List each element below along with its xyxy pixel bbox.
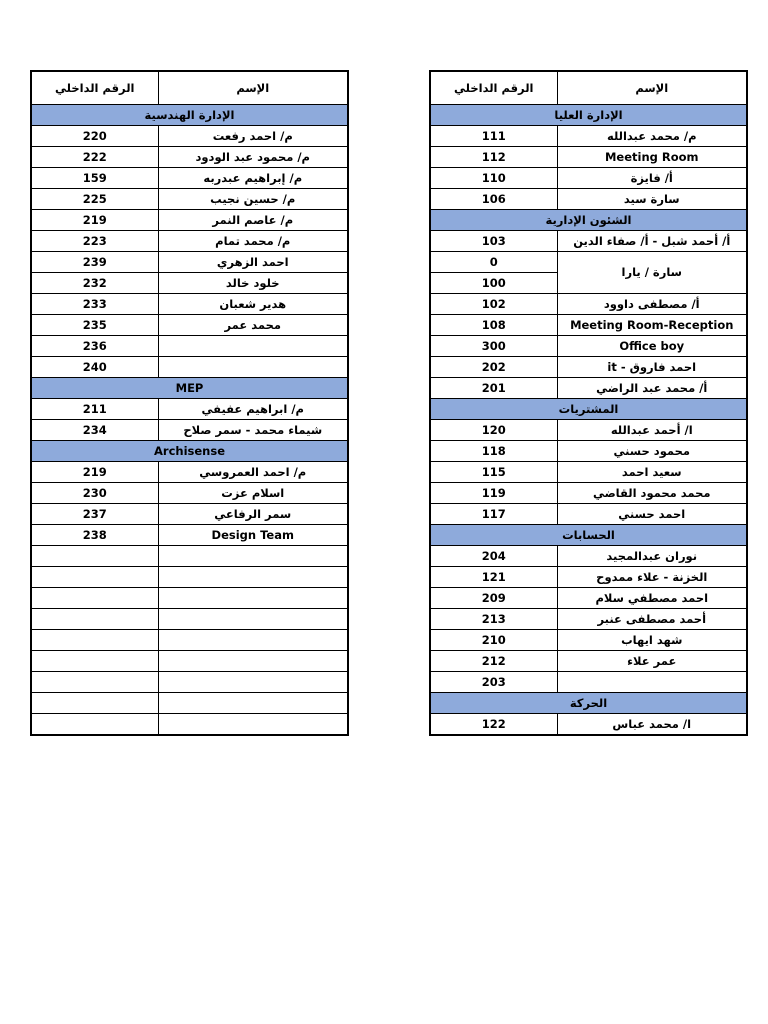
employee-name: Meeting Room-Reception: [557, 315, 747, 336]
table-row: [31, 273, 348, 294]
employee-name: احمد الزهري: [158, 252, 348, 273]
extension-number: 300: [430, 336, 557, 357]
employee-name: محمد عمر: [158, 315, 348, 336]
table-row: [31, 315, 348, 336]
section-title: الحسابات: [430, 525, 747, 546]
extension-number: 209: [430, 588, 557, 609]
employee-name: احمد فاروق - it: [557, 357, 747, 378]
table-row: [31, 525, 348, 546]
table-row: [31, 294, 348, 315]
employee-name: م/ محمد عبدالله: [557, 126, 747, 147]
extension-number: [31, 651, 158, 672]
employee-name: شهد ايهاب: [557, 630, 747, 651]
section-title: الشئون الإدارية: [430, 210, 747, 231]
employee-name: م/ محمد تمام: [158, 231, 348, 252]
section-title: الحركة: [430, 693, 747, 714]
extension-number: 235: [31, 315, 158, 336]
employee-name: [158, 651, 348, 672]
table-row: [430, 168, 747, 189]
extension-table-left: [30, 70, 349, 736]
table-row: [430, 441, 747, 462]
table-row: [430, 294, 747, 315]
table-row: [430, 462, 747, 483]
table-row: [430, 189, 747, 210]
employee-name: اسلام عزت: [158, 483, 348, 504]
extension-number: 121: [430, 567, 557, 588]
employee-name: أ/ مصطفى داوود: [557, 294, 747, 315]
table-row: [430, 546, 747, 567]
header-row: [31, 71, 348, 105]
table-body: [430, 105, 747, 736]
table-row: [31, 504, 348, 525]
employee-name: ا/ أحمد عبدالله: [557, 420, 747, 441]
table-row: [31, 168, 348, 189]
extension-number: [31, 630, 158, 651]
table-row: [31, 609, 348, 630]
table-row: [31, 336, 348, 357]
extension-number: [31, 567, 158, 588]
section-header-row: [430, 399, 747, 420]
employee-name: احمد مصطفي سلام: [557, 588, 747, 609]
extension-number: 0: [430, 252, 557, 273]
employee-name: نوران عبدالمجيد: [557, 546, 747, 567]
extension-number: [31, 588, 158, 609]
extension-number: 201: [430, 378, 557, 399]
section-title: MEP: [31, 378, 348, 399]
extension-number: 212: [430, 651, 557, 672]
section-header-row: [31, 441, 348, 462]
employee-name: م/ حسين نجيب: [158, 189, 348, 210]
employee-name: سعيد احمد: [557, 462, 747, 483]
extension-number: 210: [430, 630, 557, 651]
extension-number: 106: [430, 189, 557, 210]
extension-number: 211: [31, 399, 158, 420]
employee-name: أحمد مصطفى عنبر: [557, 609, 747, 630]
table-row: [430, 336, 747, 357]
table-row: [31, 588, 348, 609]
header-extension-number: الرقم الداخلي: [31, 71, 158, 105]
employee-name: خلود خالد: [158, 273, 348, 294]
table-row: [430, 147, 747, 168]
extension-number: [31, 609, 158, 630]
extension-number: 230: [31, 483, 158, 504]
extension-number: 222: [31, 147, 158, 168]
extension-number: 220: [31, 126, 158, 147]
table-row: [430, 378, 747, 399]
table-row: [430, 651, 747, 672]
header-row: [430, 71, 747, 105]
section-title: Archisense: [31, 441, 348, 462]
employee-name: [158, 630, 348, 651]
extension-number: [31, 672, 158, 693]
employee-name: عمر علاء: [557, 651, 747, 672]
extension-number: 119: [430, 483, 557, 504]
extension-number: 236: [31, 336, 158, 357]
employee-name: احمد حسني: [557, 504, 747, 525]
table-row: [430, 252, 747, 273]
extension-number: 219: [31, 210, 158, 231]
employee-name: م/ احمد العمروسي: [158, 462, 348, 483]
employee-name: [158, 588, 348, 609]
employee-name: ا/ محمد عباس: [557, 714, 747, 736]
extension-number: 233: [31, 294, 158, 315]
extension-number: 100: [430, 273, 557, 294]
section-header-row: [430, 105, 747, 126]
table-row: [31, 420, 348, 441]
extension-number: [31, 714, 158, 736]
section-header-row: [31, 378, 348, 399]
employee-name: [158, 336, 348, 357]
table-row: [31, 651, 348, 672]
extension-number: 240: [31, 357, 158, 378]
table-row: [31, 357, 348, 378]
table-row: [430, 315, 747, 336]
table-row: [31, 252, 348, 273]
table-row: [430, 126, 747, 147]
table-row: [31, 672, 348, 693]
employee-name: سمر الرفاعي: [158, 504, 348, 525]
extension-number: 203: [430, 672, 557, 693]
employee-name: محمود حسني: [557, 441, 747, 462]
section-header-row: [31, 105, 348, 126]
table-row: [430, 357, 747, 378]
table-body: [31, 105, 348, 736]
employee-name: [158, 693, 348, 714]
extension-number: 238: [31, 525, 158, 546]
table-row: [31, 126, 348, 147]
extension-table-right: [429, 70, 748, 736]
table-row: [430, 630, 747, 651]
table-row: [430, 231, 747, 252]
extension-number: 213: [430, 609, 557, 630]
extension-number: 232: [31, 273, 158, 294]
table-row: [430, 567, 747, 588]
employee-name: م/ ابراهيم عفيفي: [158, 399, 348, 420]
table-row: [430, 672, 747, 693]
employee-name: Meeting Room: [557, 147, 747, 168]
section-title: الإدارة العليا: [430, 105, 747, 126]
table-row: [31, 189, 348, 210]
employee-name: م/ عاصم النمر: [158, 210, 348, 231]
employee-name: Design Team: [158, 525, 348, 546]
extension-number: 202: [430, 357, 557, 378]
extension-number: 111: [430, 126, 557, 147]
section-title: الإدارة الهندسية: [31, 105, 348, 126]
table-row: [430, 609, 747, 630]
table-row: [31, 231, 348, 252]
employee-name: أ/ فايزة: [557, 168, 747, 189]
extension-number: 115: [430, 462, 557, 483]
header-name: الإسم: [158, 71, 348, 105]
employee-name: الخزنة - علاء ممدوح: [557, 567, 747, 588]
employee-name: [158, 546, 348, 567]
table-row: [430, 504, 747, 525]
table-row: [31, 567, 348, 588]
employee-name: [158, 714, 348, 736]
extension-number: 237: [31, 504, 158, 525]
extension-number: 159: [31, 168, 158, 189]
extension-number: 118: [430, 441, 557, 462]
header-extension-number: الرقم الداخلي: [430, 71, 557, 105]
employee-name: سارة / يارا: [557, 252, 747, 294]
employee-name: [158, 567, 348, 588]
extension-number: 225: [31, 189, 158, 210]
extension-number: [31, 546, 158, 567]
extension-number: [31, 693, 158, 714]
employee-name: م/ احمد رفعت: [158, 126, 348, 147]
table-row: [31, 693, 348, 714]
extension-number: 110: [430, 168, 557, 189]
extension-number: 204: [430, 546, 557, 567]
header-name: الإسم: [557, 71, 747, 105]
employee-name: Office boy: [557, 336, 747, 357]
extension-number: 219: [31, 462, 158, 483]
extension-number: 102: [430, 294, 557, 315]
table-row: [31, 147, 348, 168]
table-row: [430, 714, 747, 736]
employee-name: [158, 672, 348, 693]
employee-name: [158, 357, 348, 378]
employee-name: شيماء محمد - سمر صلاح: [158, 420, 348, 441]
employee-name: [158, 609, 348, 630]
employee-name: أ/ أحمد شبل - أ/ صفاء الدين: [557, 231, 747, 252]
employee-name: محمد محمود القاضي: [557, 483, 747, 504]
section-header-row: [430, 210, 747, 231]
table-row: [31, 714, 348, 736]
table-row: [430, 483, 747, 504]
employee-name: م/ محمود عبد الودود: [158, 147, 348, 168]
extension-number: 120: [430, 420, 557, 441]
employee-name: [557, 672, 747, 693]
extension-number: 117: [430, 504, 557, 525]
extension-number: 223: [31, 231, 158, 252]
table-row: [31, 462, 348, 483]
extension-number: 112: [430, 147, 557, 168]
section-header-row: [430, 525, 747, 546]
extension-number: 234: [31, 420, 158, 441]
table-row: [31, 399, 348, 420]
employee-name: م/ إبراهيم عبدربه: [158, 168, 348, 189]
employee-name: أ/ محمد عبد الراضي: [557, 378, 747, 399]
extension-number: 103: [430, 231, 557, 252]
extension-number: 122: [430, 714, 557, 736]
employee-name: هدير شعبان: [158, 294, 348, 315]
table-row: [31, 630, 348, 651]
table-row: [31, 210, 348, 231]
table-row: [430, 420, 747, 441]
extension-number: 108: [430, 315, 557, 336]
employee-name: سارة سيد: [557, 189, 747, 210]
section-title: المشتريات: [430, 399, 747, 420]
section-header-row: [430, 693, 747, 714]
extension-number: 239: [31, 252, 158, 273]
table-row: [430, 588, 747, 609]
table-row: [31, 483, 348, 504]
table-row: [31, 546, 348, 567]
